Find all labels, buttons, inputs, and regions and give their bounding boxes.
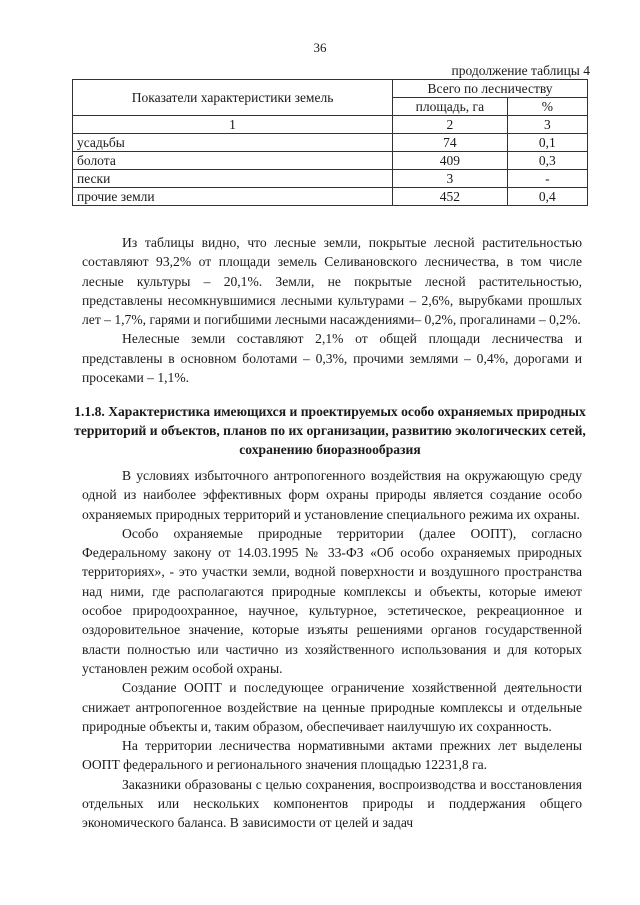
table-numbering-row xyxy=(73,116,588,134)
numbering-cell: 3 xyxy=(507,116,587,134)
paragraph: Заказники образованы с целью сохранения, воспроизводства и восстановления отдельных или нескольких компонентов природы и поддержания общего экономического баланса. В зависимости от целей и задач xyxy=(82,776,582,831)
table-row xyxy=(73,134,588,152)
paragraph: На территории лесничества нормативными актами прежних лет выделены ООПТ федерального и регионального значения площадью 12231,8 га. xyxy=(82,738,582,773)
table-row xyxy=(73,188,588,206)
header-area: площадь, га xyxy=(393,98,508,116)
table-row xyxy=(73,170,588,188)
row-name: усадьбы xyxy=(73,134,393,152)
paragraph: Из таблицы видно, что лесные земли, покрытые лесной растительностью составляют 93,2% от площади земель Селивановского лесничества, в том числе лесные культуры – 20,1%. Земли, не покрытые лесной растительностью, представлены несомкнувшимися лесными культурами – 2,6%, вырубками прошлых лет – 1,7%, гарями и погибшими лесными насаждениями– 0,2%, прогалинами – 0,2%. xyxy=(82,235,582,328)
row-name: прочие земли xyxy=(73,188,393,206)
row-area: 3 xyxy=(393,170,508,188)
header-indicator: Показатели характеристики земель xyxy=(73,80,393,116)
text-block-top xyxy=(82,233,582,387)
text-block-bottom xyxy=(82,466,582,833)
row-area: 409 xyxy=(393,152,508,170)
land-characteristics-table xyxy=(72,79,588,206)
row-name: болота xyxy=(73,152,393,170)
numbering-cell: 2 xyxy=(393,116,508,134)
paragraph: Создание ООПТ и последующее ограничение хозяйственной деятельности снижает антропогенное воздействие на ценные природные комплексы и отдельные природные объекты и, таким образом, обеспечивает наилучшую их сохранность. xyxy=(82,680,582,734)
row-area: 452 xyxy=(393,188,508,206)
row-area: 74 xyxy=(393,134,508,152)
row-percent: 0,1 xyxy=(507,134,587,152)
table-caption: продолжение таблицы 4 xyxy=(451,63,590,78)
paragraph: Нелесные земли составляют 2,1% от общей площади лесничества и представлены в основном болотами – 0,3%, прочими землями – 0,4%, дорогами и просеками – 1,1%. xyxy=(82,331,582,386)
paragraph: Особо охраняемые природные территории (далее ООПТ), согласно Федеральному закону от 14.03.1995 № 33-ФЗ «Об особо охраняемых природных территориях», - это участки земли, водной поверхности и воздушного пространства над ними, где располагаются природные комплексы и объекты, которые имеют особое природоохранное, научное, культурное, эстетическое, рекреационное и оздоровительное значение, которые изъяты решениями органов государственной власти полностью или частично из хозяйственного использования и для которых установлен режим особой охраны. xyxy=(82,525,582,676)
header-percent: % xyxy=(507,98,587,116)
row-percent: 0,3 xyxy=(507,152,587,170)
paragraph: В условиях избыточного антропогенного воздействия на окружающую среду одной из наиболее эффективных форм охраны природы является создание особо охраняемых природных территорий и установление специального режима их охраны. xyxy=(82,468,582,522)
header-group: Всего по лесничеству xyxy=(393,80,588,98)
section-title: 1.1.8. Характеристика имеющихся и проектируемых особо охраняемых природных территорий и объектов, планов по их организации, развитию экологических сетей, сохранению биоразнообразия xyxy=(74,404,586,457)
table-header-row xyxy=(73,80,588,98)
row-percent: - xyxy=(507,170,587,188)
page-number: 36 xyxy=(313,40,327,55)
table-row xyxy=(73,152,588,170)
row-name: пески xyxy=(73,170,393,188)
row-percent: 0,4 xyxy=(507,188,587,206)
numbering-cell: 1 xyxy=(73,116,393,134)
